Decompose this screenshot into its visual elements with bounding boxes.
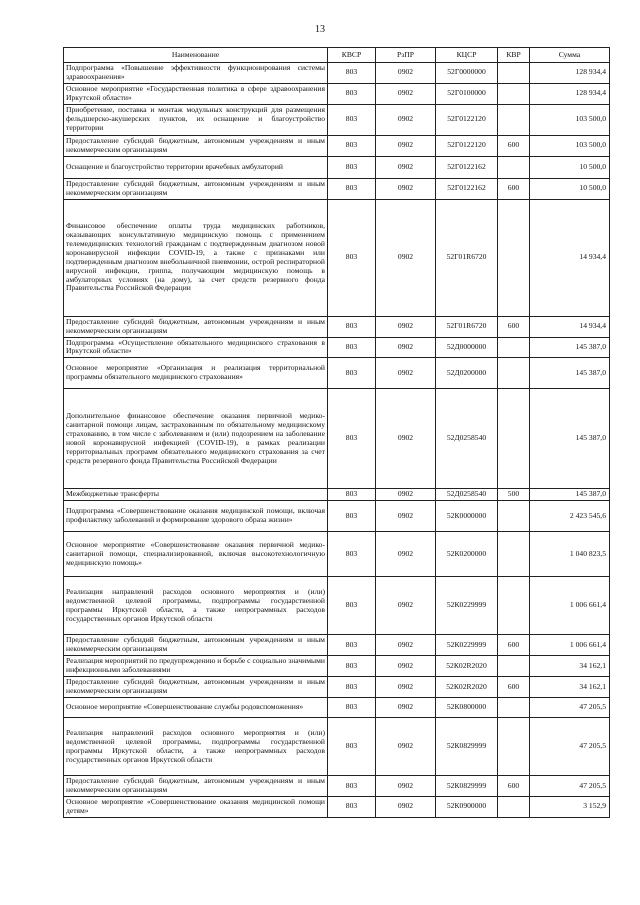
cell-kvsr: 803 — [328, 532, 376, 577]
header-kvsr: КВСР — [328, 48, 376, 63]
cell-rzpr: 0902 — [376, 577, 436, 635]
table-row — [64, 178, 610, 199]
cell-kvr: 600 — [498, 135, 530, 156]
cell-kvsr: 803 — [328, 358, 376, 389]
cell-sum: 47 205,5 — [530, 718, 610, 776]
cell-kcsr: 52Г0122120 — [436, 135, 498, 156]
cell-rzpr: 0902 — [376, 178, 436, 199]
table-row — [64, 156, 610, 178]
table-row — [64, 83, 610, 104]
cell-kvr — [498, 337, 530, 358]
cell-kvsr: 803 — [328, 677, 376, 698]
cell-kvsr: 803 — [328, 63, 376, 84]
cell-name: Основное мероприятие «Совершенствование службы родовспоможения» — [64, 698, 328, 718]
cell-rzpr: 0902 — [376, 698, 436, 718]
cell-name: Основное мероприятие «Государственная политика в сфере здравоохранения Иркутской области» — [64, 83, 328, 104]
cell-kcsr: 52Г0000000 — [436, 63, 498, 84]
cell-rzpr: 0902 — [376, 501, 436, 532]
cell-kvsr: 803 — [328, 316, 376, 337]
cell-sum: 47 205,5 — [530, 698, 610, 718]
cell-kvsr: 803 — [328, 635, 376, 656]
cell-kcsr: 52К0000000 — [436, 501, 498, 532]
cell-name: Приобретение, поставка и монтаж модульных конструкций для размещения фельдшерско-акушерских пунктов, их оснащение и благоустройство территории — [64, 104, 328, 135]
cell-kvr: 600 — [498, 635, 530, 656]
cell-rzpr: 0902 — [376, 337, 436, 358]
table-row — [64, 489, 610, 501]
cell-sum: 145 387,0 — [530, 358, 610, 389]
cell-sum: 145 387,0 — [530, 337, 610, 358]
header-kvr: КВР — [498, 48, 530, 63]
cell-sum: 145 387,0 — [530, 389, 610, 489]
cell-sum: 3 152,9 — [530, 797, 610, 818]
cell-kvsr: 803 — [328, 797, 376, 818]
cell-sum: 145 387,0 — [530, 489, 610, 501]
cell-name: Подпрограмма «Совершенствование оказания медицинской помощи, включая профилактику заболеваний и формирование здорового образа жизни» — [64, 501, 328, 532]
table-row — [64, 104, 610, 135]
cell-sum: 1 006 661,4 — [530, 577, 610, 635]
cell-kvr — [498, 532, 530, 577]
cell-sum: 103 500,0 — [530, 104, 610, 135]
cell-kvr — [498, 358, 530, 389]
cell-kcsr: 52Г0122162 — [436, 178, 498, 199]
cell-kvsr: 803 — [328, 656, 376, 677]
cell-sum: 34 162,1 — [530, 677, 610, 698]
cell-kcsr: 52Д0000000 — [436, 337, 498, 358]
cell-kvsr: 803 — [328, 104, 376, 135]
cell-kvr: 600 — [498, 178, 530, 199]
cell-rzpr: 0902 — [376, 677, 436, 698]
table-body — [64, 63, 610, 818]
cell-kcsr: 52К0200000 — [436, 532, 498, 577]
cell-rzpr: 0902 — [376, 104, 436, 135]
cell-name: Предоставление субсидий бюджетным, автономным учреждениям и иным некоммерческим организациям — [64, 677, 328, 698]
table-row — [64, 135, 610, 156]
cell-name: Межбюджетные трансферты — [64, 489, 328, 501]
header-rzpr: РзПР — [376, 48, 436, 63]
header-kcsr: КЦСР — [436, 48, 498, 63]
table-row — [64, 337, 610, 358]
cell-kvsr: 803 — [328, 489, 376, 501]
cell-kvr: 600 — [498, 677, 530, 698]
cell-kcsr: 52К0229999 — [436, 635, 498, 656]
cell-kvr — [498, 199, 530, 316]
cell-rzpr: 0902 — [376, 83, 436, 104]
table-row — [64, 199, 610, 316]
cell-rzpr: 0902 — [376, 358, 436, 389]
table-row — [64, 63, 610, 84]
cell-kvr — [498, 577, 530, 635]
cell-kvsr: 803 — [328, 501, 376, 532]
cell-sum: 1 040 823,5 — [530, 532, 610, 577]
cell-sum: 47 205,5 — [530, 776, 610, 797]
cell-kcsr: 52Д0258540 — [436, 389, 498, 489]
table-row — [64, 797, 610, 818]
cell-name: Реализация мероприятий по предупреждению и борьбе с социально значимыми инфекционными заболеваниями — [64, 656, 328, 677]
cell-kvr — [498, 389, 530, 489]
cell-name: Подпрограмма «Повышение эффективности функционирования системы здравоохранения» — [64, 63, 328, 84]
cell-rzpr: 0902 — [376, 63, 436, 84]
cell-kvr — [498, 501, 530, 532]
cell-kvr — [498, 63, 530, 84]
table-row — [64, 577, 610, 635]
cell-rzpr: 0902 — [376, 718, 436, 776]
cell-kvsr: 803 — [328, 156, 376, 178]
cell-kcsr: 52Г0100000 — [436, 83, 498, 104]
table-row — [64, 635, 610, 656]
cell-sum: 10 500,0 — [530, 178, 610, 199]
cell-kvr — [498, 104, 530, 135]
cell-name: Финансовое обеспечение оплаты труда медицинских работников, оказывающих консультативную медицинскую помощь с применением телемедицинских технологий гражданам с подтвержденным диагнозом новой коронавирусной инфекции COVID-19, а также с признаками или подтвержденным диагнозом внебольничной пневмонии, острой респираторной вирусной инфекции, гриппа, получающим медицинскую помощь в амбулаторных условиях (на дому), за счет средств резервного фонда Правительства Российской Федерации — [64, 199, 328, 316]
cell-kvsr: 803 — [328, 83, 376, 104]
table-row — [64, 358, 610, 389]
cell-kvr: 500 — [498, 489, 530, 501]
cell-rzpr: 0902 — [376, 156, 436, 178]
table-header-row — [64, 48, 610, 63]
table-row — [64, 698, 610, 718]
cell-rzpr: 0902 — [376, 797, 436, 818]
cell-kvsr: 803 — [328, 135, 376, 156]
header-name: Наименование — [64, 48, 328, 63]
table-row — [64, 532, 610, 577]
cell-name: Предоставление субсидий бюджетным, автономным учреждениям и иным некоммерческим организациям — [64, 776, 328, 797]
cell-kvr — [498, 698, 530, 718]
cell-name: Основное мероприятие «Совершенствование оказания первичной медико-санитарной помощи, специализированной, включая высокотехнологичную медицинскую помощь» — [64, 532, 328, 577]
cell-name: Основное мероприятие «Организация и реализация территориальной программы обязательного медицинского страхования» — [64, 358, 328, 389]
cell-kvr — [498, 656, 530, 677]
cell-rzpr: 0902 — [376, 316, 436, 337]
cell-sum: 1 006 661,4 — [530, 635, 610, 656]
table-row — [64, 501, 610, 532]
budget-table — [63, 47, 610, 818]
cell-rzpr: 0902 — [376, 656, 436, 677]
cell-kcsr: 52Г01R6720 — [436, 199, 498, 316]
cell-kvr: 600 — [498, 316, 530, 337]
cell-kvsr: 803 — [328, 698, 376, 718]
table-row — [64, 316, 610, 337]
cell-sum: 2 423 545,6 — [530, 501, 610, 532]
cell-sum: 10 500,0 — [530, 156, 610, 178]
cell-rzpr: 0902 — [376, 532, 436, 577]
header-sum: Сумма — [530, 48, 610, 63]
table-row — [64, 656, 610, 677]
cell-rzpr: 0902 — [376, 635, 436, 656]
cell-name: Оснащение и благоустройство территории врачебных амбулаторий — [64, 156, 328, 178]
cell-name: Предоставление субсидий бюджетным, автономным учреждениям и иным некоммерческим организациям — [64, 178, 328, 199]
cell-kcsr: 52Г01R6720 — [436, 316, 498, 337]
cell-kvr — [498, 718, 530, 776]
cell-sum: 103 500,0 — [530, 135, 610, 156]
cell-rzpr: 0902 — [376, 199, 436, 316]
cell-sum: 14 934,4 — [530, 316, 610, 337]
cell-kcsr: 52К0229999 — [436, 577, 498, 635]
cell-sum: 128 934,4 — [530, 63, 610, 84]
table-row — [64, 677, 610, 698]
cell-name: Предоставление субсидий бюджетным, автономным учреждениям и иным некоммерческим организациям — [64, 135, 328, 156]
cell-rzpr: 0902 — [376, 389, 436, 489]
cell-sum: 128 934,4 — [530, 83, 610, 104]
page-number: 13 — [315, 24, 325, 35]
cell-kcsr: 52К02R2020 — [436, 656, 498, 677]
cell-kvsr: 803 — [328, 577, 376, 635]
table-row — [64, 718, 610, 776]
cell-name: Дополнительное финансовое обеспечение оказания первичной медико-санитарной помощи лицам, застрахованным по обязательному медицинскому страхованию, в том числе с заболеванием и (или) подозрением на заболевание новой коронавирусной инфекцией (COVID-19), в рамках реализации территориальных программ обязательного медицинского страхования за счет средств резервного фонда Правительства Российской Федерации — [64, 389, 328, 489]
cell-kvsr: 803 — [328, 199, 376, 316]
cell-sum: 14 934,4 — [530, 199, 610, 316]
cell-kvr — [498, 156, 530, 178]
cell-kcsr: 52К0900000 — [436, 797, 498, 818]
cell-rzpr: 0902 — [376, 135, 436, 156]
table-row — [64, 776, 610, 797]
cell-name: Реализация направлений расходов основного мероприятия и (или) ведомственной целевой программы, подпрограммы государственной программы Иркутской области, а также непрограммных расходов государственных органов Иркутской области — [64, 718, 328, 776]
cell-kcsr: 52К02R2020 — [436, 677, 498, 698]
cell-kvr — [498, 797, 530, 818]
cell-kvsr: 803 — [328, 337, 376, 358]
cell-name: Предоставление субсидий бюджетным, автономным учреждениям и иным некоммерческим организациям — [64, 635, 328, 656]
cell-kcsr: 52Д0258540 — [436, 489, 498, 501]
cell-kvr — [498, 83, 530, 104]
cell-kcsr: 52К0829999 — [436, 718, 498, 776]
cell-kcsr: 52Д0200000 — [436, 358, 498, 389]
cell-name: Реализация направлений расходов основного мероприятия и (или) ведомственной целевой программы, подпрограммы государственной программы Иркутской области, а также непрограммных расходов государственных органов Иркутской области — [64, 577, 328, 635]
cell-sum: 34 162,1 — [530, 656, 610, 677]
cell-name: Предоставление субсидий бюджетным, автономным учреждениям и иным некоммерческим организациям — [64, 316, 328, 337]
table-row — [64, 389, 610, 489]
cell-kvsr: 803 — [328, 178, 376, 199]
cell-rzpr: 0902 — [376, 776, 436, 797]
cell-kvsr: 803 — [328, 389, 376, 489]
cell-kvr: 600 — [498, 776, 530, 797]
cell-kcsr: 52Г0122120 — [436, 104, 498, 135]
cell-kcsr: 52К0829999 — [436, 776, 498, 797]
cell-name: Основное мероприятие «Совершенствование оказания медицинской помощи детям» — [64, 797, 328, 818]
cell-name: Подпрограмма «Осуществление обязательного медицинского страхования в Иркутской области» — [64, 337, 328, 358]
cell-rzpr: 0902 — [376, 489, 436, 501]
cell-kvsr: 803 — [328, 718, 376, 776]
cell-kcsr: 52Г0122162 — [436, 156, 498, 178]
cell-kvsr: 803 — [328, 776, 376, 797]
cell-kcsr: 52К0800000 — [436, 698, 498, 718]
